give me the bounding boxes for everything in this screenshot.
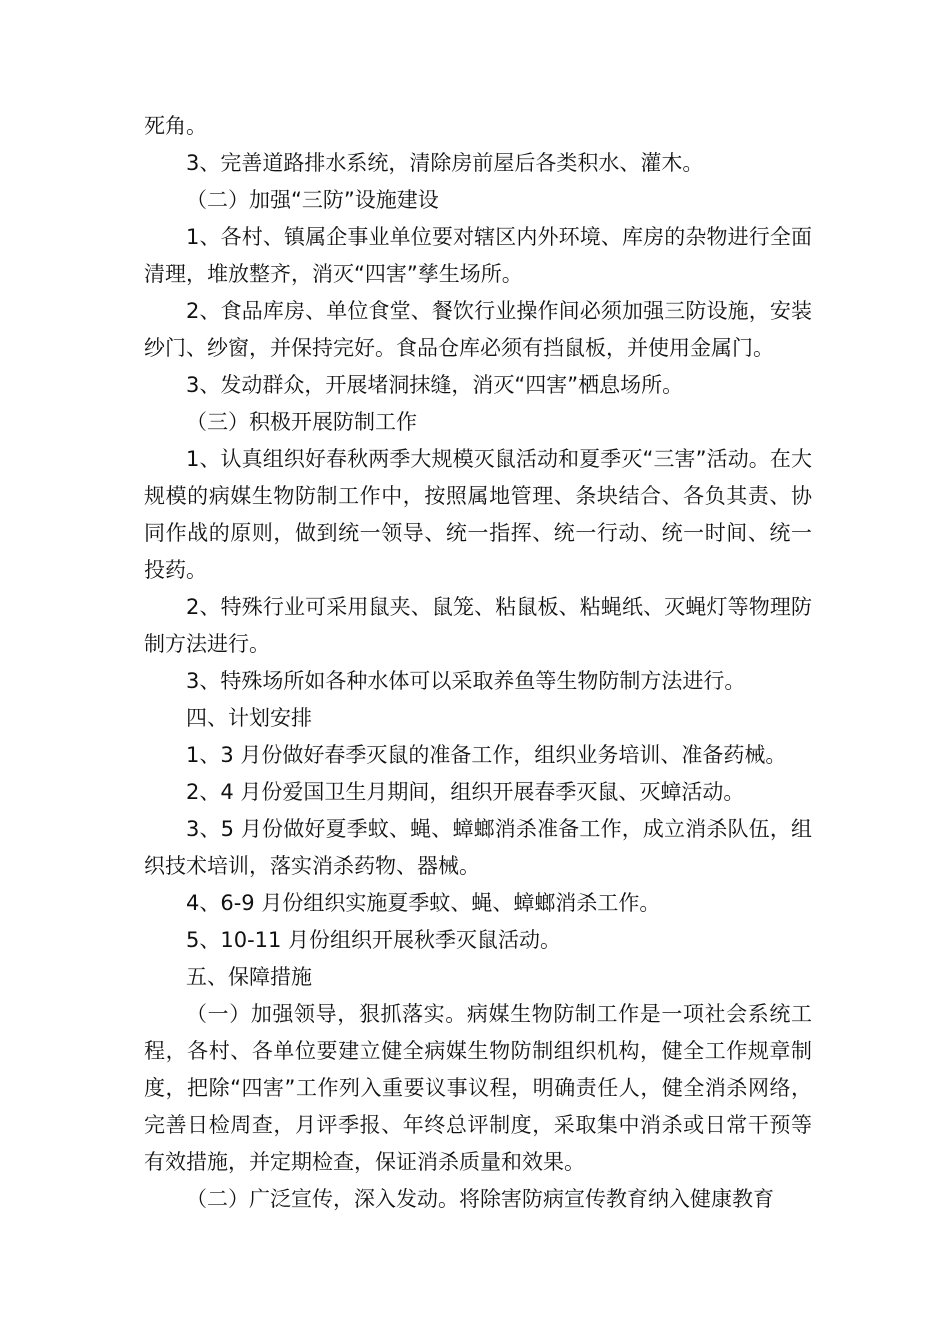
paragraph-17: （一）加强领导，狠抓落实。病媒生物防制工作是一项社会系统工程，各村、各单位要建立健全病媒生物防制组织机构，健全工作规章制度，把除“四害”工作列入重要议事议程，明确责任人，健全消杀网络，完善日检周查，月评季报、年终总评制度，采取集中消杀或日常干预等有效措施，并定期检查，保证消杀质量和效果。	[144, 1002, 812, 1174]
section-heading-2: （二）加强“三防”设施建设	[186, 188, 439, 212]
section-heading-6: （三）积极开展防制工作	[186, 410, 417, 434]
paragraph-0: 死角。	[144, 114, 207, 138]
section-heading-10: 四、计划安排	[186, 706, 312, 730]
paragraph-4: 2、食品库房、单位食堂、餐饮行业操作间必须加强三防设施，安装纱门、纱窗，并保持完好。食品仓库必须有挡鼠板，并使用金属门。	[144, 299, 812, 360]
paragraph-13: 3、5 月份做好夏季蚊、蝇、蟑螂消杀准备工作，成立消杀队伍，组织技术培训，落实消杀药物、器械。	[144, 817, 812, 878]
paragraph-7: 1、认真组织好春秋两季大规模灭鼠活动和夏季灭“三害”活动。在大规模的病媒生物防制工作中，按照属地管理、条块结合、各负其责、协同作战的原则，做到统一领导、统一指挥、统一行动、统一时间、统一投药。	[144, 447, 812, 582]
document-page	[144, 108, 812, 1218]
section-heading-16: 五、保障措施	[186, 965, 312, 989]
paragraph-5: 3、发动群众，开展堵洞抹缝，消灭“四害”栖息场所。	[186, 373, 684, 397]
paragraph-1: 3、完善道路排水系统，清除房前屋后各类积水、灌木。	[186, 151, 704, 175]
paragraph-11: 1、3 月份做好春季灭鼠的准备工作，组织业务培训、准备药械。	[186, 743, 787, 767]
paragraph-18: （二）广泛宣传，深入发动。将除害防病宣传教育纳入健康教育	[186, 1187, 774, 1211]
paragraph-12: 2、4 月份爱国卫生月期间，组织开展春季灭鼠、灭蟑活动。	[186, 780, 745, 804]
paragraph-15: 5、10-11 月份组织开展秋季灭鼠活动。	[186, 928, 562, 952]
paragraph-8: 2、特殊行业可采用鼠夹、鼠笼、粘鼠板、粘蝇纸、灭蝇灯等物理防制方法进行。	[144, 595, 812, 656]
paragraph-14: 4、6-9 月份组织实施夏季蚊、蝇、蟑螂消杀工作。	[186, 891, 661, 915]
paragraph-9: 3、特殊场所如各种水体可以采取养鱼等生物防制方法进行。	[186, 669, 746, 693]
paragraph-3: 1、各村、镇属企事业单位要对辖区内外环境、库房的杂物进行全面清理，堆放整齐，消灭“四害”孳生场所。	[144, 225, 812, 286]
